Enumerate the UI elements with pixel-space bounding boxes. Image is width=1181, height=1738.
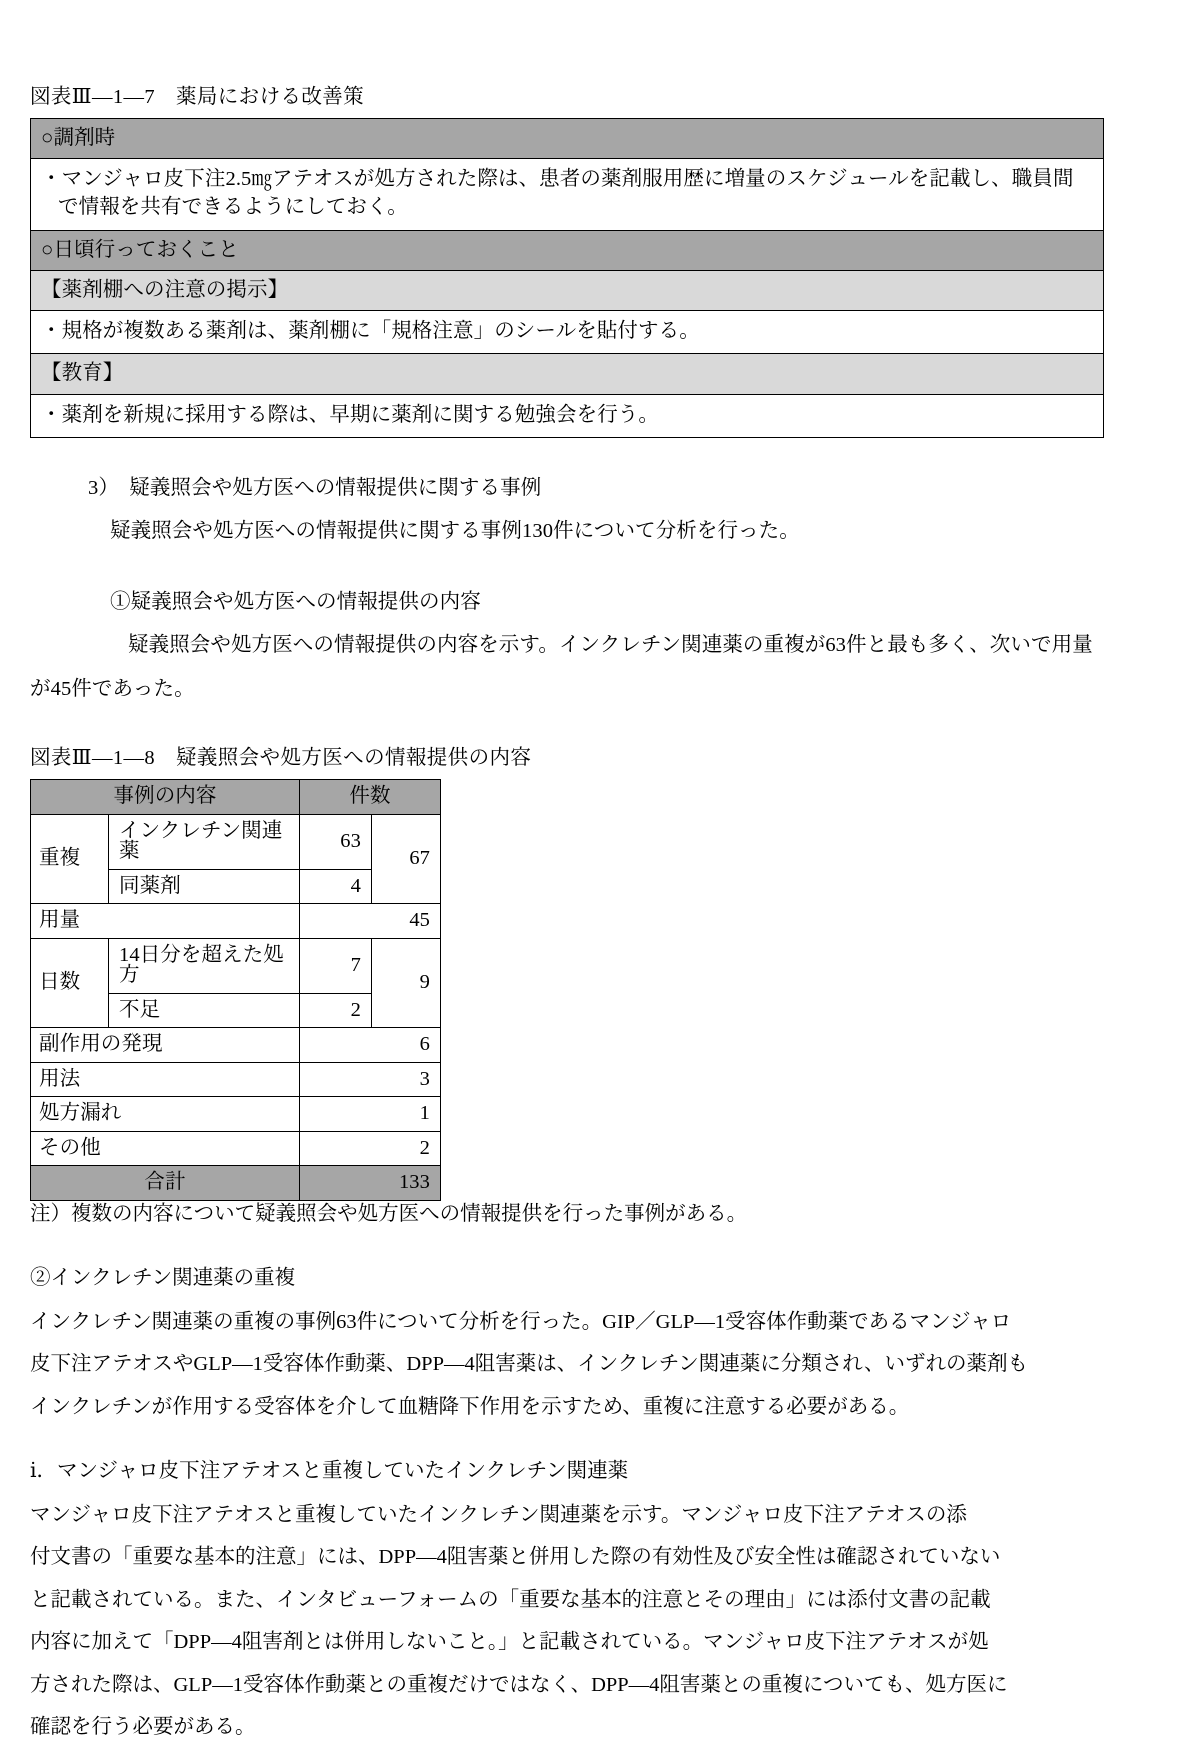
table-row: [31, 814, 441, 869]
section-3-1-body-line-2: が45件であった。: [30, 677, 195, 700]
table-row: [31, 230, 1104, 270]
spacer: [30, 1375, 1111, 1397]
figure-2-count-incretin: 63: [300, 814, 372, 869]
spacer: [30, 1568, 1111, 1590]
spacer: [30, 699, 1111, 745]
section-3-2-i-body-line-6: 確認を行う必要がある。: [30, 1716, 256, 1738]
figure-2-category-omission: 処方漏れ: [31, 1097, 300, 1132]
table-row: [31, 1097, 441, 1132]
table-header-row: [31, 780, 441, 815]
figure-2-sub-same-drug: 同薬剤: [109, 869, 300, 904]
table-total-row: [31, 1166, 441, 1201]
figure-1-section-header-dispensing: ○調剤時: [31, 118, 1104, 158]
figure-1-subheader-education: 【教育】: [31, 354, 1104, 394]
figure-1-body-shelf-notice: [31, 311, 1104, 354]
figure-2-category-days: 日数: [31, 938, 109, 1028]
section-3-2-body-line-1: インクレチン関連薬の重複の事例63件について分析を行った。GIP／GLP—1受容体作動薬であるマンジャロ: [30, 1310, 1012, 1333]
section-3-2-i-body-line-4: 内容に加えて「DPP—4阻害剤とは併用しないこと。」と記載されている。マンジャロ皮下注アテオスが処: [30, 1631, 989, 1654]
spacer: [30, 1332, 1111, 1354]
spacer: [30, 1482, 1111, 1505]
figure-1-table: [30, 118, 1104, 438]
figure-2-col-header-count: 件数: [300, 780, 441, 815]
section-3-body: 疑義照会や処方医への情報提供に関する事例130件について分析を行った。: [110, 520, 800, 543]
section-3-2-body-line-3: インクレチンが作用する受容体を介して血糖降下作用を示すため、重複に注意する必要がある。: [30, 1395, 910, 1418]
figure-2-category-dose: 用量: [31, 904, 300, 939]
figure-2-group-total-duplication: 67: [372, 814, 441, 904]
figure-1-body-education-text: ・薬剤を新規に採用する際は、早期に薬剤に関する勉強会を行う。: [41, 403, 659, 426]
spacer: [30, 612, 1111, 635]
table-row: [31, 394, 1104, 437]
section-3-heading: 3） 疑義照会や処方医への情報提供に関する事例: [88, 476, 542, 499]
figure-2-table: [30, 779, 441, 1201]
section-3-1-body-line-1: 疑義照会や処方医への情報提供の内容を示す。インクレチン関連薬の重複が63件と最も多く、次いで用量: [128, 634, 1093, 657]
figure-1-body-shelf-notice-text: ・規格が複数ある薬剤は、薬剤棚に「規格注意」のシールを貼付する。: [41, 320, 700, 343]
spacer: [30, 498, 1111, 521]
figure-2-group-total-dose: 45: [300, 904, 441, 939]
figure-2-group-total-omission: 1: [300, 1097, 441, 1132]
table-row: [31, 1028, 441, 1063]
figure-1-subheader-shelf-notice: 【薬剤棚への注意の掲示】: [31, 270, 1104, 310]
figure-2-category-side-effect: 副作用の発現: [31, 1028, 300, 1063]
table-row: [31, 158, 1104, 230]
figure-2-col-header-content: 事例の内容: [31, 780, 300, 815]
spacer: [30, 542, 1111, 592]
figure-2-group-total-side-effect: 6: [300, 1028, 441, 1063]
spacer: [30, 656, 1111, 679]
table-row: [31, 904, 441, 939]
spacer: [30, 1224, 1111, 1268]
figure-1-caption: 図表Ⅲ—1—7 薬局における改善策: [30, 86, 365, 108]
spacer: [30, 1289, 1111, 1312]
table-row: [31, 1131, 441, 1166]
section-3-2-i-body-line-1: マンジャロ皮下注アテオスと重複していたインクレチン関連薬を示す。マンジャロ皮下注アテオスの添: [30, 1503, 967, 1526]
figure-2-category-duplication: 重複: [31, 814, 109, 904]
spacer: [30, 1525, 1111, 1547]
section-3-2-i-body-line-3: と記載されている。また、インタビューフォームの「重要な基本的注意とその理由」には添付文書の記載: [30, 1588, 991, 1611]
figure-2-total-label: 合計: [31, 1166, 300, 1201]
section-3-1-heading: ①疑義照会や処方医への情報提供の内容: [110, 590, 481, 613]
figure-1-body-education: [31, 394, 1104, 437]
figure-2-count-over-14-days: 7: [300, 938, 372, 993]
figure-2-total-value: 133: [300, 1166, 441, 1201]
spacer: [30, 1610, 1111, 1632]
figure-2-sub-over-14-days: 14日分を超えた処方: [109, 938, 300, 993]
spacer: [30, 1653, 1111, 1675]
spacer: [30, 438, 1111, 478]
figure-2-group-total-other: 2: [300, 1131, 441, 1166]
table-row: [31, 1062, 441, 1097]
figure-1-body-dispensing-text: ・マンジャロ皮下注2.5㎎アテオスが処方された際は、患者の薬剤服用歴に増量のスケジュールを記載し、職員間で情報を共有できるようにしておく。: [41, 167, 1074, 219]
table-row: [31, 938, 441, 993]
table-row: [31, 118, 1104, 158]
section-3-2-i-body-line-2: 付文書の「重要な基本的注意」には、DPP—4阻害薬と併用した際の有効性及び安全性は確認されていない: [30, 1546, 1001, 1569]
figure-2-group-total-usage: 3: [300, 1062, 441, 1097]
figure-2-count-same-drug: 4: [300, 869, 372, 904]
spacer: [30, 1417, 1111, 1461]
figure-2-category-usage: 用法: [31, 1062, 300, 1097]
section-3-2-heading: ②インクレチン関連薬の重複: [30, 1267, 296, 1290]
section-3-2-i-body-line-5: 方された際は、GLP—1受容体作動薬との重複だけではなく、DPP—4阻害薬との重複についても、処方医に: [30, 1673, 1008, 1696]
section-3-2-body-line-2: 皮下注アテオスやGLP—1受容体作動薬、DPP—4阻害薬は、インクレチン関連薬に分類され、いずれの薬剤も: [30, 1353, 1029, 1376]
figure-2-caption: 図表Ⅲ—1—8 疑義照会や処方医への情報提供の内容: [30, 747, 532, 770]
figure-2-sub-insufficient: 不足: [109, 993, 300, 1028]
figure-2-sub-incretin: インクレチン関連薬: [109, 814, 300, 869]
figure-1-body-dispensing: [31, 158, 1104, 230]
table-row: [31, 354, 1104, 394]
spacer: [30, 1695, 1111, 1717]
table-row: [31, 311, 1104, 354]
table-row: [31, 270, 1104, 310]
figure-2-group-total-days: 9: [372, 938, 441, 1028]
figure-1-section-header-routine: ○日頃行っておくこと: [31, 230, 1104, 270]
figure-2-note: 注）複数の内容について疑義照会や処方医への情報提供を行った事例がある。: [30, 1202, 748, 1225]
figure-2-category-other: その他: [31, 1131, 300, 1166]
section-3-2-i-heading: ⅰ．マンジャロ皮下注アテオスと重複していたインクレチン関連薬: [30, 1460, 629, 1483]
figure-2-count-insufficient: 2: [300, 993, 372, 1028]
